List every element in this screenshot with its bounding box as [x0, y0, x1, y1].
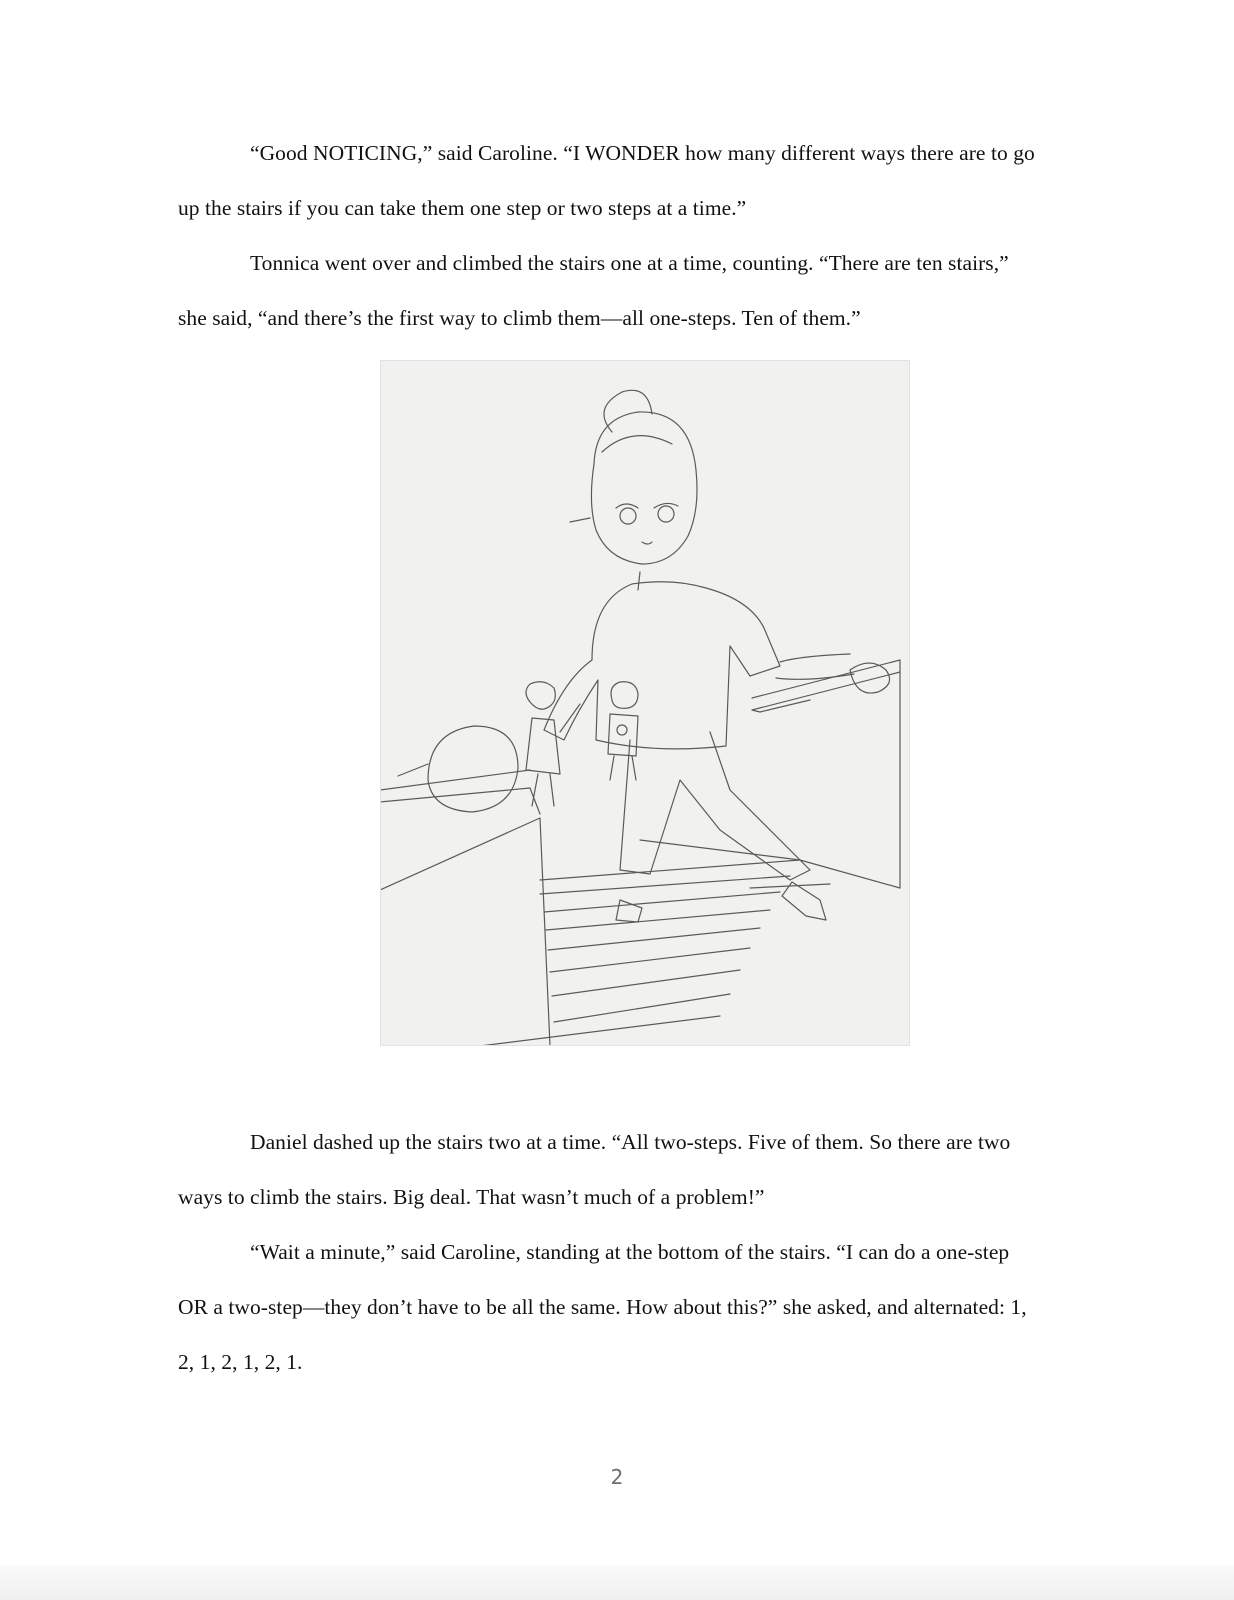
pencil-sketch-illustration [380, 360, 910, 1046]
paragraph: “Good NOTICING,” said Caroline. “I WONDER how many different ways there are to go up the stairs if you can take them one step or two steps at a time.” [178, 141, 1035, 220]
paragraph: “Wait a minute,” said Caroline, standing at the bottom of the stairs. “I can do a one-step OR a two-step—they don’t have to be all the same. How about this?” she asked, and alternated: 1, 2, 1, 2, 1, 2, 1. [178, 1240, 1027, 1374]
page-bottom-edge [0, 1565, 1234, 1600]
page-number: 2 [610, 1465, 624, 1489]
text-block-top [178, 126, 1038, 346]
paragraph: Daniel dashed up the stairs two at a time. “All two-steps. Five of them. So there are two ways to climb the stairs. Big deal. That wasn’t much of a problem!” [178, 1130, 1011, 1209]
text-block-bottom [178, 1115, 1038, 1390]
girl-figure [544, 390, 854, 922]
landing-ledge [380, 726, 550, 1046]
paragraph: Tonnica went over and climbed the stairs one at a time, counting. “There are ten stairs,” she said, “and there’s the first way to climb them—all one-steps. Ten of them.” [178, 251, 1009, 330]
stairs [480, 840, 900, 1046]
railing-right [752, 660, 900, 888]
small-dolls [526, 682, 638, 806]
